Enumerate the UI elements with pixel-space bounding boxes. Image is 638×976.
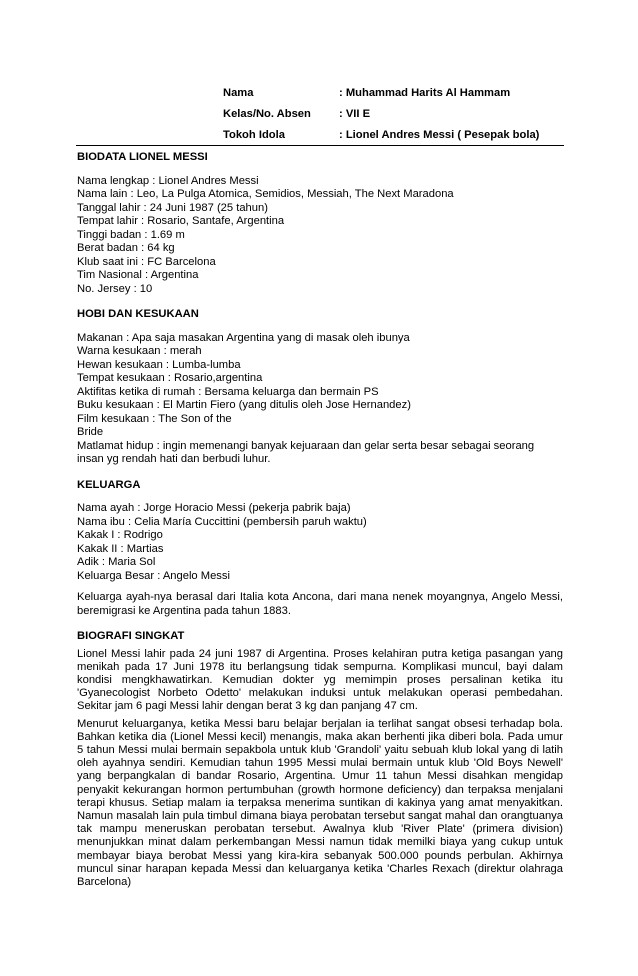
section-title: HOBI DAN KESUKAAN bbox=[77, 308, 199, 320]
text-line: Nama ibu : Celia María Cuccittini (pembersih paruh waktu) bbox=[77, 515, 367, 528]
text-line: Kakak I : Rodrigo bbox=[77, 529, 163, 541]
student-info-header bbox=[223, 83, 569, 146]
text-line: Keluarga Besar : Angelo Messi bbox=[77, 569, 230, 582]
text-line: Matlamat hidup : ingin memenangi banyak kejuaraan dan gelar serta besar sebagai seorang bbox=[77, 439, 535, 452]
biography-paragraph: Menurut keluarganya, ketika Messi baru belajar berjalan ia terlihat sangat obsesi terhadap bola. Bahkan ketika dia (Lionel Messi kecil) menangis, maka akan berhenti jika diberi bola. Pada umur 5 tahun Messi mulai bermain sepakbola untuk klub 'Grandoli' yaitu sebuah klub lokal yang di latih oleh ayahnya sendiri. Kemudian tahun 1995 Messi mulai bermain untuk klub 'Old Boys Newell' yang berpangkalan di bandar Rosario, Argentina. Umur 11 tahun Messi disahkan mengidap penyakit kekurangan hormon pertumbuhan (growth hormone deficiency) dan terpaksa menjalani terapi khusus. Setiap malam ia terpaksa menerima suntikan di kakinya yang amat menyakitkan. Namun masalah lain pula timbul dimana biaya perobatan tersebut sangat mahal dan orangtuanya tak mampu meneruskan perobatan tersebut. Awalnya klub 'River Plate' (primera division) menunjukkan minat dalam perkembangan Messi namun tidak memilki biaya yang cukup untuk membayar biaya berobat Messi yang kira-kira sebanyak 500.000 pounds perbulan. Akhirnya muncul sinar harapan kepada Messi dan keluarganya ketika 'Charles Rexach (direktur olahraga Barcelona) bbox=[77, 717, 563, 888]
text-line: Hewan kesukaan : Lumba-lumba bbox=[77, 358, 241, 371]
header-divider bbox=[76, 145, 564, 146]
section-title: BIODATA LIONEL MESSI bbox=[77, 151, 208, 163]
text-line: Warna kesukaan : merah bbox=[77, 345, 202, 357]
header-row-name bbox=[223, 83, 569, 104]
text-line: Nama lain : Leo, La Pulga Atomica, Semidios, Messiah, The Next Maradona bbox=[77, 188, 454, 200]
text-line: Kakak II : Martias bbox=[77, 542, 164, 555]
text-line: Nama ayah : Jorge Horacio Messi (pekerja pabrik baja) bbox=[77, 502, 351, 514]
text-line: Film kesukaan : The Son of the bbox=[77, 412, 232, 425]
text-line: insan yg rendah hati dan berbudi luhur. bbox=[77, 453, 271, 465]
text-line: Tempat lahir : Rosario, Santafe, Argentina bbox=[77, 215, 285, 227]
biography-paragraph: Lionel Messi lahir pada 24 juni 1987 di Argentina. Proses kelahiran putra ketiga pasangan yang menikah pada 17 Juni 1978 itu berlangsung tidak sempurna. Komplikasi muncul, bayi dalam kondisi mengkhawatirkan. Kemudian dokter yg memimpin proses persalinan ketika itu 'Gyanecologist Norbeto Odetto' melakukan induksi untuk melakukan operasi pembedahan. Sekitar jam 6 pagi Messi lahir dengan berat 3 kg dan panjang 47 cm. bbox=[77, 647, 563, 713]
document-body bbox=[77, 151, 563, 889]
section-title: BIOGRAFI SINGKAT bbox=[77, 630, 185, 642]
text-line: Tinggi badan : 1.69 m bbox=[77, 228, 185, 241]
section-keluarga bbox=[77, 479, 563, 619]
header-value: : Lionel Andres Messi ( Pesepak bola) bbox=[339, 129, 540, 141]
text-line: Buku kesukaan : El Martin Fiero (yang ditulis oleh Jose Hernandez) bbox=[77, 399, 411, 411]
section-biodata bbox=[77, 151, 563, 296]
header-value: : VII E bbox=[339, 108, 371, 120]
text-line: No. Jersey : 10 bbox=[77, 282, 153, 295]
header-label: Kelas/No. Absen bbox=[223, 108, 311, 120]
section-biografi bbox=[77, 630, 563, 889]
header-row-idol bbox=[223, 125, 569, 146]
header-row-class bbox=[223, 104, 569, 125]
text-line: Nama lengkap : Lionel Andres Messi bbox=[77, 174, 259, 187]
text-line: Tim Nasional : Argentina bbox=[77, 269, 199, 281]
header-value: : Muhammad Harits Al Hammam bbox=[339, 87, 511, 99]
section-title: KELUARGA bbox=[77, 478, 141, 491]
text-line: Aktifitas ketika di rumah : Bersama keluarga dan bermain PS bbox=[77, 385, 379, 398]
text-line: Berat badan : 64 kg bbox=[77, 242, 175, 254]
text-line: Adik : Maria Sol bbox=[77, 556, 156, 568]
text-line: Tanggal lahir : 24 Juni 1987 (25 tahun) bbox=[77, 201, 268, 214]
section-hobi bbox=[77, 308, 563, 467]
text-line: Tempat kesukaan : Rosario,argentina bbox=[77, 372, 263, 384]
header-label: Nama bbox=[223, 87, 254, 99]
text-line: Bride bbox=[77, 426, 104, 438]
header-label: Tokoh Idola bbox=[223, 129, 285, 141]
text-line: Makanan : Apa saja masakan Argentina yang di masak oleh ibunya bbox=[77, 331, 410, 344]
family-origin-paragraph: Keluarga ayah-nya berasal dari Italia kota Ancona, dari mana nenek moyangnya, Angelo Messi, beremigrasi ke Argentina pada tahun 1883. bbox=[77, 591, 563, 617]
text-line: Klub saat ini : FC Barcelona bbox=[77, 255, 216, 268]
